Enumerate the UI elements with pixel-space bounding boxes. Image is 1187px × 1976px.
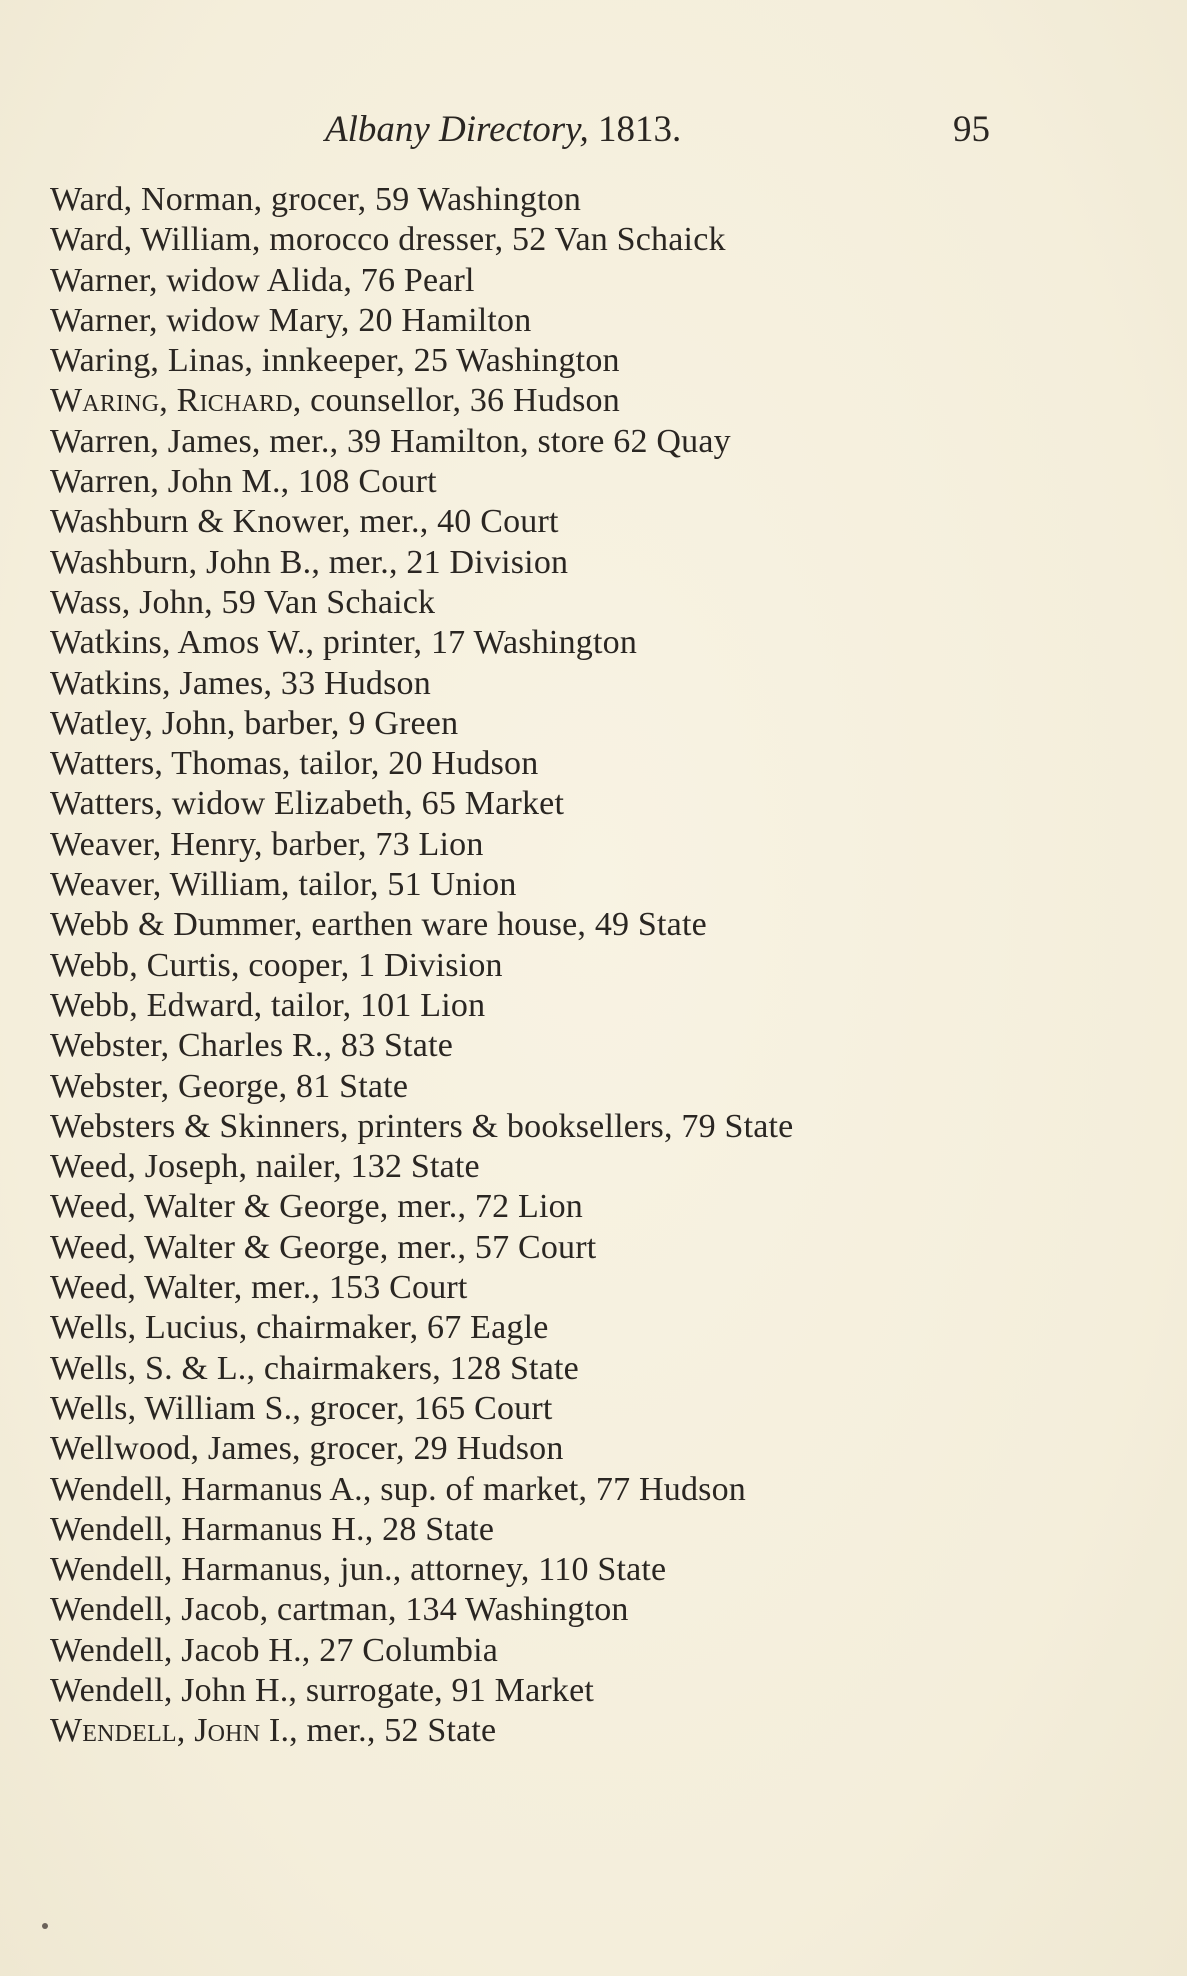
- entry-text: Wells, S. & L., chairmakers, 128 State: [50, 1349, 579, 1387]
- directory-entry: [50, 462, 1170, 502]
- entry-name-small-caps: Wendell, John: [50, 1712, 261, 1750]
- entry-text: Webb, Curtis, cooper, 1 Division: [50, 946, 503, 984]
- running-title-year: 1813.: [588, 109, 682, 150]
- entry-text: Weed, Walter & George, mer., 57 Court: [50, 1228, 597, 1266]
- entry-text: Warner, widow Alida, 76 Pearl: [50, 261, 475, 299]
- entry-text: Wellwood, James, grocer, 29 Hudson: [50, 1430, 564, 1468]
- directory-entry: [50, 946, 1170, 986]
- directory-entry: [50, 1389, 1170, 1429]
- directory-entry: [50, 1631, 1170, 1671]
- directory-entry: [50, 744, 1170, 784]
- directory-entry: [50, 543, 1170, 583]
- directory-entry: [50, 1268, 1170, 1308]
- entry-text: Webster, Charles R., 83 State: [50, 1027, 454, 1065]
- entry-text: Ward, William, morocco dresser, 52 Van Schaick: [50, 221, 726, 259]
- entry-text: Warren, John M., 108 Court: [50, 463, 437, 501]
- running-header: [320, 105, 990, 155]
- page-number: 95: [953, 109, 990, 150]
- directory-entry: [50, 1026, 1170, 1066]
- entry-text: Wendell, Harmanus A., sup. of market, 77 Hudson: [50, 1470, 746, 1508]
- directory-entry: [50, 1107, 1170, 1147]
- entry-text: Watkins, James, 33 Hudson: [50, 664, 431, 702]
- entry-text: Webster, George, 81 State: [50, 1067, 409, 1105]
- directory-entries: [50, 180, 1170, 1752]
- directory-entry: [50, 180, 1170, 220]
- entry-text: Wells, Lucius, chairmaker, 67 Eagle: [50, 1309, 549, 1347]
- directory-entry: [50, 1228, 1170, 1268]
- entry-name-small-caps: Waring, Richard: [50, 382, 293, 420]
- entry-text: Watkins, Amos W., printer, 17 Washington: [50, 624, 638, 662]
- directory-entry: [50, 422, 1170, 462]
- directory-entry: [50, 1429, 1170, 1469]
- directory-entry: [50, 381, 1170, 421]
- directory-entry: [50, 341, 1170, 381]
- directory-entry: [50, 623, 1170, 663]
- entry-text: Weed, Walter & George, mer., 72 Lion: [50, 1188, 583, 1226]
- directory-entry: [50, 220, 1170, 260]
- directory-entry: [50, 1349, 1170, 1389]
- directory-entry: [50, 1187, 1170, 1227]
- entry-text: I., mer., 52 State: [260, 1712, 497, 1750]
- entry-text: Weaver, Henry, barber, 73 Lion: [50, 825, 484, 863]
- directory-entry: [50, 502, 1170, 542]
- entry-text: Weed, Joseph, nailer, 132 State: [50, 1148, 480, 1186]
- directory-entry: [50, 1510, 1170, 1550]
- entry-text: Watters, widow Elizabeth, 65 Market: [50, 785, 565, 823]
- directory-entry: [50, 1147, 1170, 1187]
- directory-entry: [50, 986, 1170, 1026]
- entry-text: Warren, James, mer., 39 Hamilton, store 62 Quay: [50, 422, 731, 460]
- running-title: [325, 105, 681, 155]
- entry-text: Wells, William S., grocer, 165 Court: [50, 1389, 553, 1427]
- entry-text: Wendell, Jacob H., 27 Columbia: [50, 1631, 499, 1669]
- directory-entry: [50, 704, 1170, 744]
- directory-entry: [50, 583, 1170, 623]
- paper-speck: [42, 1923, 48, 1929]
- entry-text: Wendell, Harmanus H., 28 State: [50, 1510, 495, 1548]
- entry-text: Watley, John, barber, 9 Green: [50, 704, 459, 742]
- directory-entry: [50, 825, 1170, 865]
- directory-entry: [50, 1671, 1170, 1711]
- directory-entry: [50, 905, 1170, 945]
- directory-entry: [50, 1308, 1170, 1348]
- running-title-italic: Albany Directory,: [325, 109, 589, 150]
- directory-entry: [50, 664, 1170, 704]
- entry-text: Wendell, Jacob, cartman, 134 Washington: [50, 1591, 629, 1629]
- entry-text: Websters & Skinners, printers & booksellers, 79 State: [50, 1107, 794, 1145]
- entry-text: Washburn, John B., mer., 21 Division: [50, 543, 569, 581]
- entry-text: Weed, Walter, mer., 153 Court: [50, 1269, 468, 1307]
- directory-entry: [50, 1550, 1170, 1590]
- entry-text: Warner, widow Mary, 20 Hamilton: [50, 301, 532, 339]
- entry-text: Watters, Thomas, tailor, 20 Hudson: [50, 745, 539, 783]
- directory-entry: [50, 261, 1170, 301]
- directory-entry: [50, 301, 1170, 341]
- entry-text: Wendell, Harmanus, jun., attorney, 110 State: [50, 1551, 667, 1589]
- directory-entry: [50, 1711, 1170, 1751]
- entry-text: Wendell, John H., surrogate, 91 Market: [50, 1671, 595, 1709]
- directory-entry: [50, 1470, 1170, 1510]
- entry-text: Webb, Edward, tailor, 101 Lion: [50, 986, 486, 1024]
- entry-text: Waring, Linas, innkeeper, 25 Washington: [50, 342, 620, 380]
- directory-entry: [50, 784, 1170, 824]
- entry-text: Webb & Dummer, earthen ware house, 49 State: [50, 906, 707, 944]
- entry-text: , counsellor, 36 Hudson: [292, 382, 620, 420]
- directory-entry: [50, 1067, 1170, 1107]
- entry-text: Weaver, William, tailor, 51 Union: [50, 866, 517, 904]
- entry-text: Wass, John, 59 Van Schaick: [50, 583, 436, 621]
- directory-entry: [50, 865, 1170, 905]
- directory-entry: [50, 1590, 1170, 1630]
- entry-text: Ward, Norman, grocer, 59 Washington: [50, 181, 582, 218]
- entry-text: Washburn & Knower, mer., 40 Court: [50, 503, 559, 541]
